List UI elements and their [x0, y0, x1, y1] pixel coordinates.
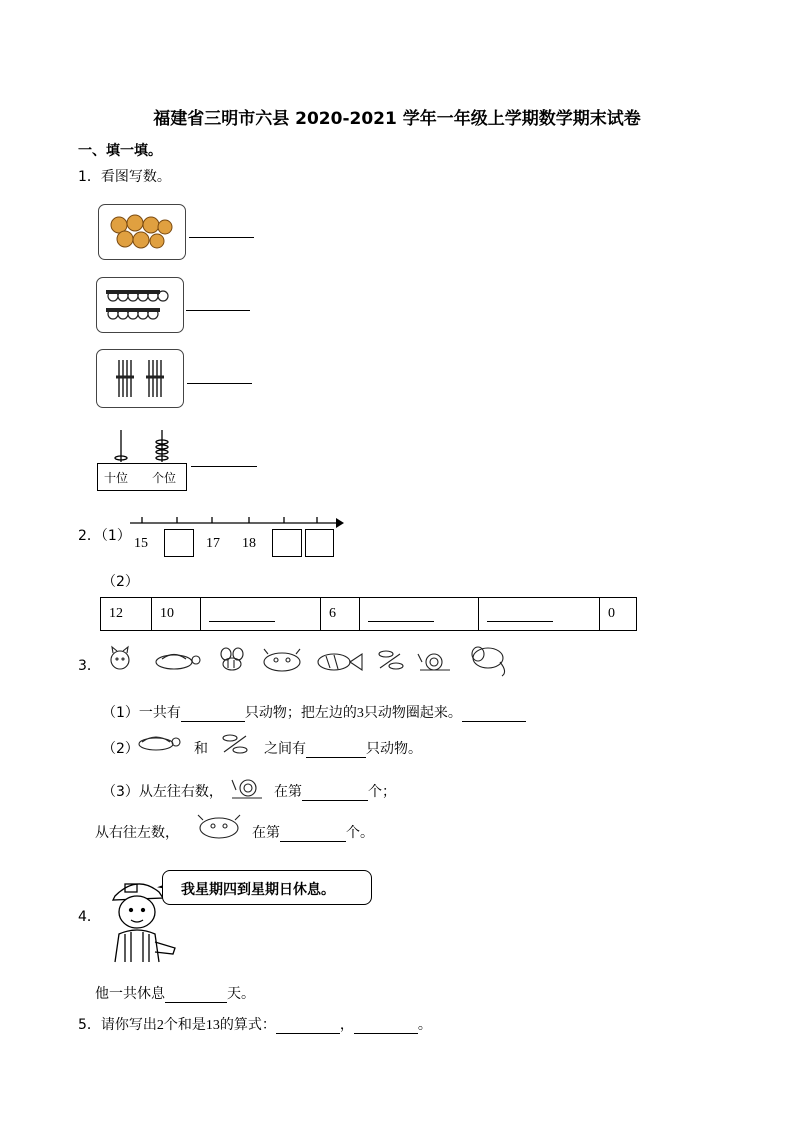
tens-label: 十位 — [104, 471, 129, 485]
sequence-cell[interactable] — [479, 598, 600, 631]
turtle-icon — [134, 730, 184, 756]
answer-blank[interactable] — [165, 1002, 227, 1003]
ones-label: 个位 — [152, 471, 177, 485]
answer-blank[interactable] — [181, 721, 245, 722]
abacus-icon — [98, 428, 188, 464]
apple-icon — [97, 278, 183, 332]
apples-picture — [96, 277, 184, 333]
q3-part4-text: 在第 个。 — [252, 825, 374, 841]
q3-part3-text: 在第 个； — [274, 784, 396, 800]
answer-box[interactable] — [164, 529, 194, 557]
answer-blank[interactable] — [354, 1033, 418, 1034]
q4-text: 他一共休息 天。 — [95, 986, 255, 1002]
sequence-table — [100, 597, 637, 631]
answer-blank[interactable] — [462, 721, 526, 722]
snail-icon — [418, 654, 450, 670]
question-number: 1． — [78, 169, 101, 185]
answer-blank[interactable] — [187, 383, 252, 384]
dragonfly-icon — [220, 732, 252, 756]
sequence-cell[interactable] — [360, 598, 479, 631]
speech-bubble — [162, 870, 372, 905]
tick-label: 17 — [206, 536, 220, 551]
cow-icon — [264, 649, 300, 671]
answer-blank[interactable] — [280, 841, 346, 842]
question-number: 5． — [78, 1017, 101, 1033]
walnut-icon — [99, 205, 185, 259]
part-label: （1） — [100, 528, 131, 544]
question-1 — [78, 166, 171, 186]
stick-bundle-icon — [97, 350, 183, 407]
abacus-base — [97, 463, 187, 491]
question-text: 看图写数。 — [100, 169, 171, 185]
walnut-picture — [98, 204, 186, 260]
question-number: 3． — [78, 658, 101, 674]
sequence-cell[interactable] — [201, 598, 321, 631]
sequence-cell: 10 — [152, 598, 201, 631]
answer-blank[interactable] — [191, 466, 257, 467]
answer-blank[interactable] — [186, 310, 250, 311]
q3-part1: （1）一共有 只动物；把左边的3只动物圈起来。 — [102, 702, 526, 722]
and-text: 和 — [194, 741, 208, 757]
q3-part2-label: （2） — [102, 741, 139, 757]
answer-box[interactable] — [305, 529, 334, 557]
section-heading: 一、填一填。 — [78, 143, 162, 159]
question-number: 4． — [78, 909, 101, 925]
answer-blank[interactable] — [189, 237, 254, 238]
dragonfly-icon — [379, 651, 403, 669]
answer-blank[interactable] — [302, 800, 368, 801]
cow-icon — [194, 812, 244, 842]
q3-part3-label: （3）从左往右数， — [102, 784, 223, 800]
answer-box[interactable] — [272, 529, 302, 557]
bee-icon — [221, 648, 243, 670]
animals-row — [104, 642, 514, 678]
answer-blank[interactable] — [306, 757, 366, 758]
question-number: 2． — [78, 528, 101, 544]
part-label: （2） — [102, 574, 139, 590]
cat-icon — [111, 647, 129, 669]
turtle-icon — [156, 655, 200, 670]
fish-icon — [318, 654, 362, 670]
sequence-cell: 0 — [600, 598, 637, 631]
sequence-cell: 12 — [101, 598, 152, 631]
elephant-icon — [472, 647, 505, 676]
speech-text: 我星期四到星期日休息。 — [181, 882, 335, 898]
tick-label: 18 — [242, 536, 256, 551]
page-title: 福建省三明市六县 2020-2021 学年一年级上学期数学期末试卷 — [153, 109, 641, 129]
tick-label: 15 — [134, 536, 148, 551]
answer-blank[interactable] — [276, 1033, 340, 1034]
question-5: 5．请你写出2个和是13的算式： ， 。 — [78, 1017, 432, 1033]
snail-icon — [226, 774, 266, 802]
sticks-picture — [96, 349, 184, 408]
sequence-cell: 6 — [321, 598, 360, 631]
q3-part2-text: 之间有 只动物。 — [264, 741, 422, 757]
q3-part4-label: 从右往左数， — [95, 825, 179, 841]
question-2 — [78, 525, 131, 545]
